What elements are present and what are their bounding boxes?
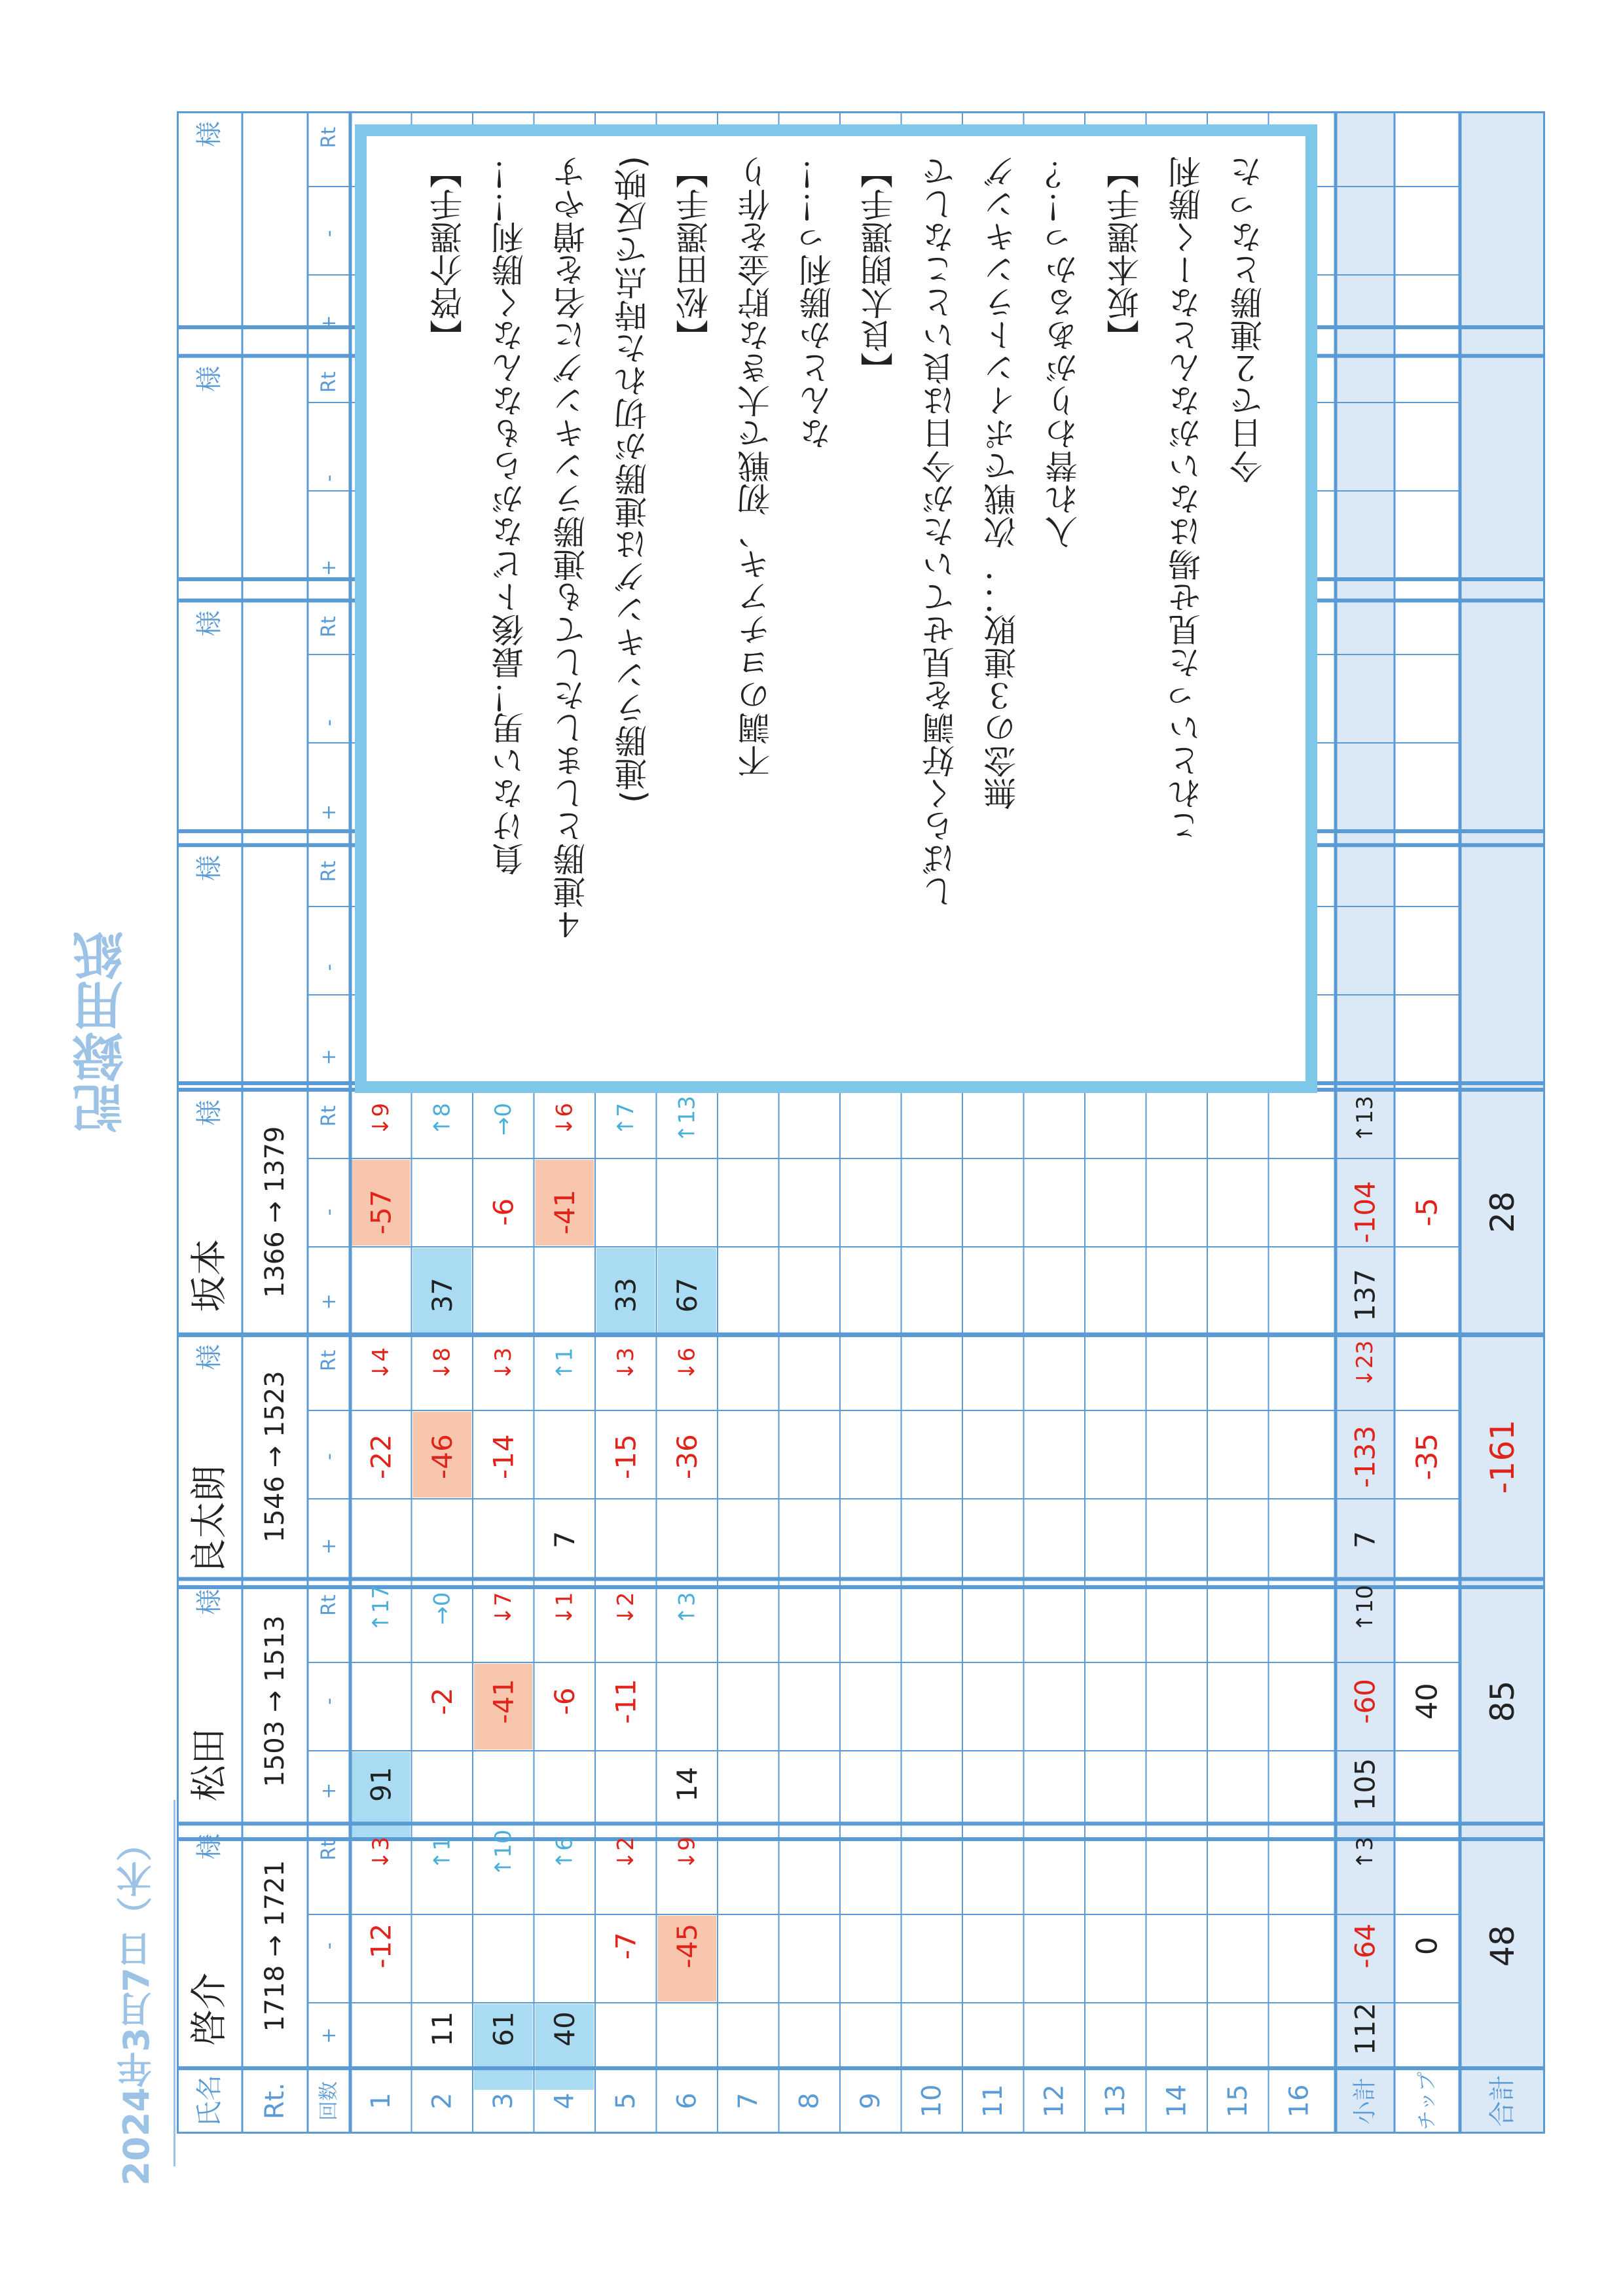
cell-plus: 40 [548,2011,581,2047]
chip-value: -5 [1410,1197,1444,1227]
cell-plus: 14 [670,1767,703,1802]
subtotal-rt: ↑13 [1352,1096,1378,1143]
cell-plus: 91 [365,1767,397,1802]
minus-header: - [318,1942,340,1950]
cell-rt: ↑8 [429,1102,456,1136]
subtotal-plus: 105 [1349,1758,1381,1811]
sama-label: 様 [194,1588,225,1615]
subtotal-rt: ↑10 [1352,1585,1378,1632]
rt-header: Rt [318,1350,340,1372]
sama-label: 様 [194,1100,225,1126]
cell-rt: ↓6 [674,1347,701,1380]
label-subtotal: 小計 [1351,2077,1379,2125]
plus-header: + [318,1782,340,1799]
cell-rt: ↓7 [490,1592,517,1625]
cell-plus: 67 [670,1278,703,1313]
sama-label: 様 [194,1833,225,1860]
round-number: 6 [672,2092,702,2109]
round-number: 8 [794,2092,825,2109]
cell-minus: -41 [487,1679,520,1724]
cell-plus: 33 [610,1278,642,1313]
subtotal-plus: 112 [1349,2002,1381,2056]
total-value: 48 [1484,1925,1522,1967]
cell-rt: ↓3 [612,1347,639,1380]
player-name: 松田 [188,1728,231,1802]
plus-header: + [318,1293,340,1310]
comment-line: 【啓介選手】 [429,156,467,352]
total-value: 28 [1484,1191,1522,1233]
cell-rt: ↑10 [490,1829,517,1877]
rt-header: Rt [318,126,340,149]
subtotal-rt: ↑3 [1352,1837,1378,1870]
cell-minus: -36 [670,1434,703,1479]
sama-label: 様 [194,855,225,882]
cell-rt: ↑17 [367,1585,394,1632]
round-number: 12 [1039,2084,1070,2118]
sama-label: 様 [194,121,225,147]
plus-header: + [318,1537,340,1555]
minus-header: - [318,230,340,238]
cell-rt: ↑3 [674,1592,701,1625]
chip-row-shading [1395,111,1460,2134]
subtotal-plus: 7 [1349,1531,1381,1549]
sama-label: 様 [194,365,225,392]
comment-line: 【松田選手】 [676,156,714,352]
comment-line: 入れ替わりがあるかっ！？ [1045,156,1083,548]
comment-line: 今日で２連勝となった [1230,156,1267,483]
minus-header: - [318,1453,340,1461]
player-name: 良太朗 [188,1465,231,1575]
plus-header: + [318,315,340,332]
cell-minus: -15 [610,1434,642,1479]
date-label: 2024年3月7日（木） [116,1826,157,2186]
subtotal-minus: -60 [1349,1679,1381,1724]
cell-rt: ↓2 [612,1837,639,1870]
comment-line: 【坂本選手】 [1106,156,1144,352]
plus-header: + [318,1049,340,1066]
round-number: 1 [365,2092,396,2109]
cell-rt: ↓3 [367,1837,394,1870]
round-number: 16 [1284,2084,1315,2118]
player-rating: 1503 → 1513 [260,1615,290,1787]
minus-header: - [318,475,340,482]
round-number: 5 [610,2092,641,2109]
chip-value: 40 [1410,1683,1444,1720]
rt-header: Rt [318,1105,340,1127]
total-row-shading [1460,111,1545,2134]
cell-minus: -12 [365,1923,397,1969]
comment-line: しばらく好調を見せていたが今日は良いとこなしで [922,156,960,908]
comment-line: 無念の３連敗．．．次戦でポイントランキング [983,156,1021,810]
minus-header: - [318,719,340,726]
minus-header: - [318,963,340,971]
cell-minus: -11 [610,1679,642,1724]
cell-rt: ↑7 [612,1102,639,1136]
subtotal-minus: -104 [1349,1181,1381,1244]
subtotal-rt: ↓23 [1352,1340,1378,1388]
chip-value: -35 [1410,1433,1444,1480]
cell-minus: -14 [487,1434,520,1479]
round-number: 3 [488,2092,519,2109]
comment-line: 負けない男！最後トビながらもなんなく勝利！！ [491,156,529,876]
round-number: 11 [977,2084,1008,2118]
cell-minus: -45 [670,1923,703,1969]
plus-header: + [318,804,340,821]
comment-line: ４連勝としましたしても連勝ランキングに名を増やす [553,156,591,941]
comment-line: これといった見せ場はないがなんとなーく勝利 [1168,156,1206,843]
plus-header: + [318,559,340,577]
total-value: -161 [1484,1419,1522,1494]
rt-header: Rt [318,860,340,882]
cell-minus: -22 [365,1434,397,1479]
subtotal-plus: 137 [1349,1268,1381,1321]
minus-header: - [318,1697,340,1705]
label-total: 合計 [1487,2075,1518,2127]
label-chip: チップ [1415,2072,1439,2130]
comment-line: 【良太朗選手】 [860,156,898,385]
round-number: 4 [549,2092,580,2109]
cell-rt: ↑6 [551,1837,578,1870]
player-rating: 1366 → 1379 [260,1126,290,1299]
page-title: 記録用紙 [73,929,132,1134]
cell-plus: 61 [487,2011,520,2047]
subtotal-minus: -133 [1349,1425,1381,1488]
rt-header: Rt [318,616,340,637]
minus-header: - [318,1208,340,1216]
sama-label: 様 [194,1344,225,1371]
cell-rt: ↓9 [674,1837,701,1870]
round-number: 13 [1100,2084,1131,2118]
comment-line: (連勝ランキングは連勝が切れた時点で反映) [614,156,652,804]
round-number: 2 [427,2092,458,2109]
label-rt: Rt. [260,2082,290,2120]
total-value: 85 [1484,1680,1522,1723]
cell-minus: -7 [610,1932,642,1960]
subtotal-minus: -64 [1349,1923,1381,1969]
cell-minus: -57 [365,1189,397,1235]
round-number: 7 [733,2092,763,2109]
player-rating: 1718 → 1721 [260,1859,290,2032]
comment-box [355,124,1317,1093]
round-number: 9 [855,2092,886,2109]
cell-rt: ↑1 [429,1837,456,1870]
cell-rt: ↑13 [674,1096,701,1143]
player-name: 坂本 [188,1238,231,1312]
cell-minus: -41 [548,1189,581,1235]
round-number: 14 [1161,2084,1192,2118]
cell-rt: ↓9 [367,1102,394,1136]
cell-rt: ↓2 [612,1592,639,1625]
rt-header: Rt [318,371,340,393]
cell-plus: 11 [426,2011,458,2047]
date-underline [173,1800,175,2166]
cell-minus: -46 [426,1434,458,1479]
comment-text [418,156,1279,1072]
rt-header: Rt [318,1594,340,1616]
cell-plus: 7 [548,1531,581,1549]
cell-rt: ↓3 [490,1347,517,1380]
label-rounds: 回数 [318,2081,340,2121]
cell-minus: -2 [426,1687,458,1715]
player-name: 啓介 [188,1973,231,2046]
label-name: 氏名 [194,2075,225,2127]
cell-rt: ↓1 [551,1592,578,1625]
cell-rt: ↓6 [551,1102,578,1136]
plus-header: + [318,2027,340,2044]
cell-minus: -6 [487,1198,520,1226]
cell-rt: ↑1 [551,1347,578,1380]
cell-rt: →0 [429,1592,456,1625]
cell-rt: →0 [490,1102,517,1136]
cell-plus: 37 [426,1278,458,1313]
cell-minus: -6 [548,1687,581,1715]
chip-value: 0 [1410,1937,1444,1956]
comment-line: なんとか勝利っ！！ [799,156,837,450]
rt-header: Rt [318,1839,340,1861]
cell-rt: ↓8 [429,1347,456,1380]
sama-label: 様 [194,610,225,637]
comment-line: 不調のヨチアキ、初戦で大きな貯金を作り [737,156,775,778]
round-number: 15 [1222,2084,1253,2118]
round-number: 10 [917,2084,947,2118]
cell-rt: ↓4 [367,1347,394,1380]
player-rating: 1546 → 1523 [260,1371,290,1543]
